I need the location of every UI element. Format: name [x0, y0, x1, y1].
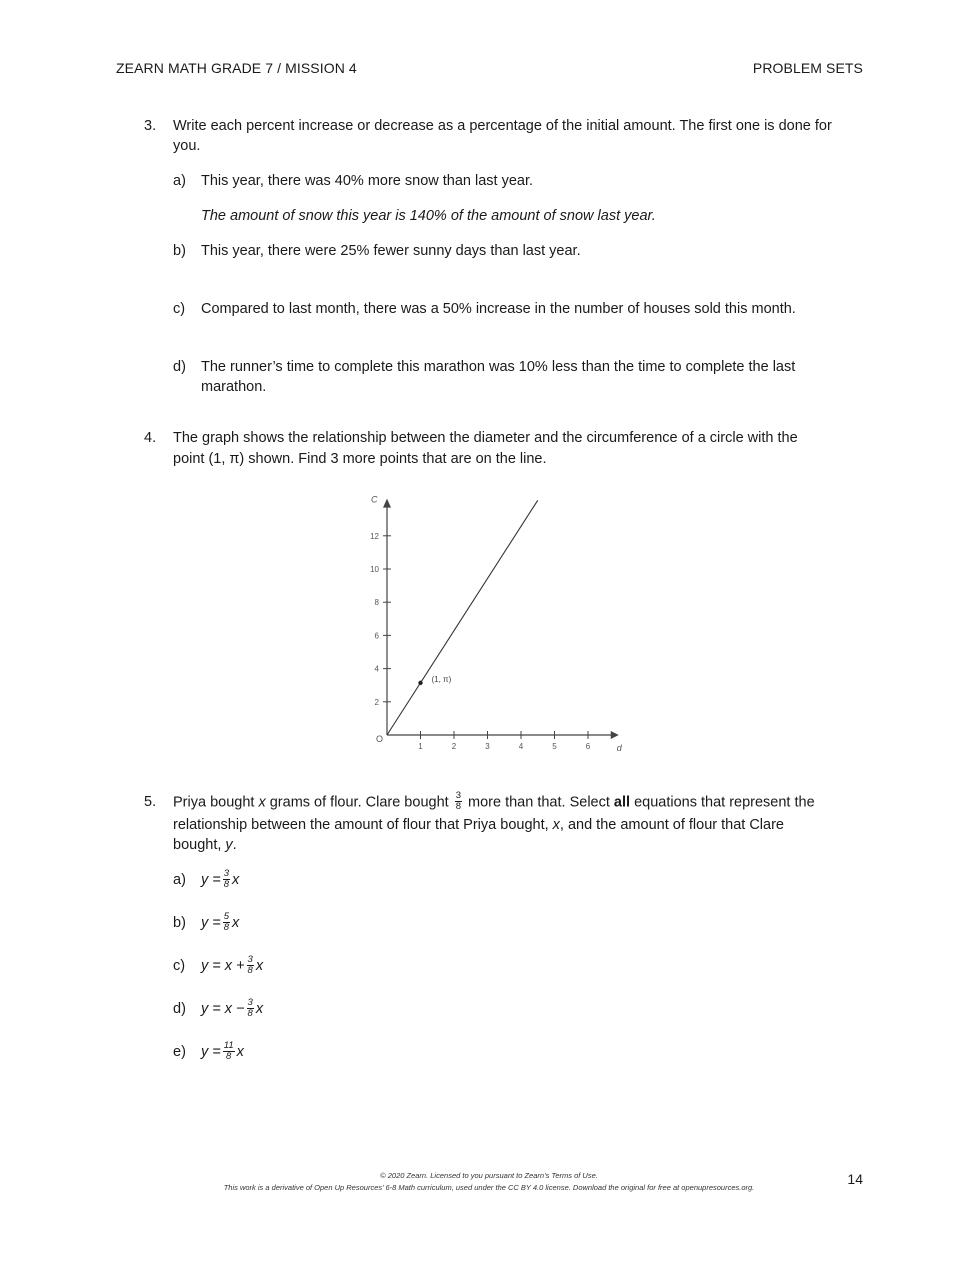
- option-e[interactable]: [173, 1042, 244, 1063]
- option-a[interactable]: [173, 870, 239, 891]
- text-run: .: [232, 837, 237, 853]
- denominator: 8: [247, 1008, 253, 1019]
- option-label: a): [173, 872, 186, 889]
- diameter-circumference-graph: [360, 492, 620, 760]
- equation-lhs: y =: [201, 1044, 221, 1061]
- y-tick-label: 4: [374, 664, 379, 674]
- text-run: relationship between the amount of flour that Priya bought,: [173, 817, 553, 833]
- x-tick-label: 3: [485, 742, 490, 751]
- emphasis: all: [613, 794, 631, 811]
- question-text: Write each percent increase or decrease as a percentage of the initial amount. The first one is done for you.: [173, 118, 832, 154]
- item-text: This year, there were 25% fewer sunny days than last year.: [201, 243, 581, 259]
- equation-lhs: y =: [201, 872, 221, 889]
- equation: [201, 1040, 244, 1062]
- x-tick-label: 1: [418, 742, 423, 751]
- equation-lhs: y = x +: [201, 958, 245, 975]
- question-text-line: The graph shows the relationship between the diameter and the circumference of a circle with the: [173, 430, 798, 446]
- y-axis-label: C: [371, 494, 378, 505]
- equation: [201, 868, 240, 890]
- option-d[interactable]: [173, 999, 263, 1020]
- x-axis-label: d: [616, 743, 622, 753]
- equation: [201, 911, 240, 933]
- denominator: 8: [226, 1051, 232, 1062]
- item-text: Compared to last month, there was a 50% increase in the number of houses sold this month.: [201, 301, 796, 317]
- item-label: d): [173, 359, 186, 375]
- page-number: 14: [847, 1171, 863, 1187]
- text-run: Priya bought: [173, 794, 259, 811]
- equation-lhs: y =: [201, 915, 221, 932]
- header-title: ZEARN MATH GRADE 7 / MISSION 4: [116, 60, 357, 76]
- equation-rhs: x: [232, 872, 240, 889]
- y-tick-label: 2: [374, 697, 379, 707]
- text-run: , and the amount of flour that Clare: [559, 817, 784, 833]
- text-run: more than that. Select: [464, 794, 614, 811]
- option-label: c): [173, 958, 186, 975]
- item-text-line: marathon.: [201, 379, 267, 395]
- text-run: bought,: [173, 837, 226, 853]
- numerator: 5: [223, 911, 230, 922]
- denominator: 8: [247, 965, 253, 976]
- option-label: b): [173, 915, 186, 932]
- example-answer: The amount of snow this year is 140% of the amount of snow last year.: [201, 208, 656, 224]
- numerator: 3: [455, 790, 461, 801]
- item-label: b): [173, 243, 186, 259]
- numerator: 11: [223, 1040, 234, 1051]
- y-tick-label: 12: [370, 531, 379, 541]
- option-label: e): [173, 1044, 186, 1061]
- x-tick-label: 2: [451, 742, 457, 751]
- variable-y: y: [225, 837, 233, 853]
- item-text: This year, there was 40% more snow than last year.: [201, 173, 534, 189]
- option-label: d): [173, 1001, 186, 1018]
- question-number: 3.: [144, 118, 157, 134]
- data-point-label: (1, π): [431, 674, 452, 684]
- option-b[interactable]: [173, 913, 239, 934]
- variable-x: x: [552, 817, 560, 833]
- fraction: [455, 791, 462, 812]
- x-axis-arrow: [611, 731, 619, 739]
- y-tick-label: 6: [374, 631, 379, 641]
- equation-rhs: x: [255, 1001, 264, 1018]
- data-point: [418, 681, 422, 685]
- item-label: c): [173, 301, 186, 317]
- equation-rhs: x: [236, 1044, 244, 1061]
- question-number: 4.: [144, 430, 157, 446]
- equation: [201, 997, 264, 1019]
- text-run: equations that represent the: [630, 794, 815, 811]
- fraction: [247, 998, 254, 1019]
- origin-label: O: [376, 734, 384, 744]
- footer-license: This work is a derivative of Open Up Resources’ 6-8 Math curriculum, used under the CC BY 4.0 license. Download the original for free at openupresources.org.: [223, 1183, 755, 1192]
- option-c[interactable]: [173, 956, 263, 977]
- x-tick-label: 4: [518, 742, 524, 751]
- x-tick-label: 6: [585, 742, 591, 751]
- numerator: 3: [247, 954, 253, 965]
- y-tick-label: 8: [374, 598, 379, 608]
- question-text-line: [173, 815, 784, 835]
- question-text-line: [173, 835, 237, 855]
- y-tick-label: 10: [370, 565, 379, 574]
- footer-copyright: © 2020 Zearn. Licensed to you pursuant to Zearn’s Terms of Use.: [380, 1171, 598, 1180]
- item-label: a): [173, 173, 186, 189]
- circumference-line: [387, 500, 538, 735]
- header-section: PROBLEM SETS: [752, 60, 863, 76]
- x-tick-label: 5: [552, 742, 557, 751]
- question-text-line: [173, 792, 815, 813]
- numerator: 3: [247, 997, 253, 1008]
- fraction: [223, 912, 230, 933]
- fraction: [223, 869, 230, 890]
- fraction: [247, 955, 254, 976]
- fraction: [223, 1041, 235, 1062]
- equation-rhs: x: [255, 958, 264, 975]
- numerator: 3: [223, 868, 230, 879]
- variable-x: x: [258, 794, 266, 811]
- question-text-line: point (1, π) shown. Find 3 more points that are on the line.: [173, 451, 547, 467]
- equation: [201, 954, 264, 976]
- denominator: 8: [223, 922, 230, 933]
- question-number: 5.: [144, 794, 157, 810]
- text-run: grams of flour. Clare bought: [265, 794, 453, 811]
- denominator: 8: [455, 801, 461, 812]
- item-text-line: The runner’s time to complete this marathon was 10% less than the time to complete the last: [201, 359, 796, 375]
- equation-lhs: y = x −: [201, 1001, 245, 1018]
- equation-rhs: x: [232, 915, 240, 932]
- denominator: 8: [223, 879, 230, 890]
- y-axis-arrow: [383, 499, 391, 508]
